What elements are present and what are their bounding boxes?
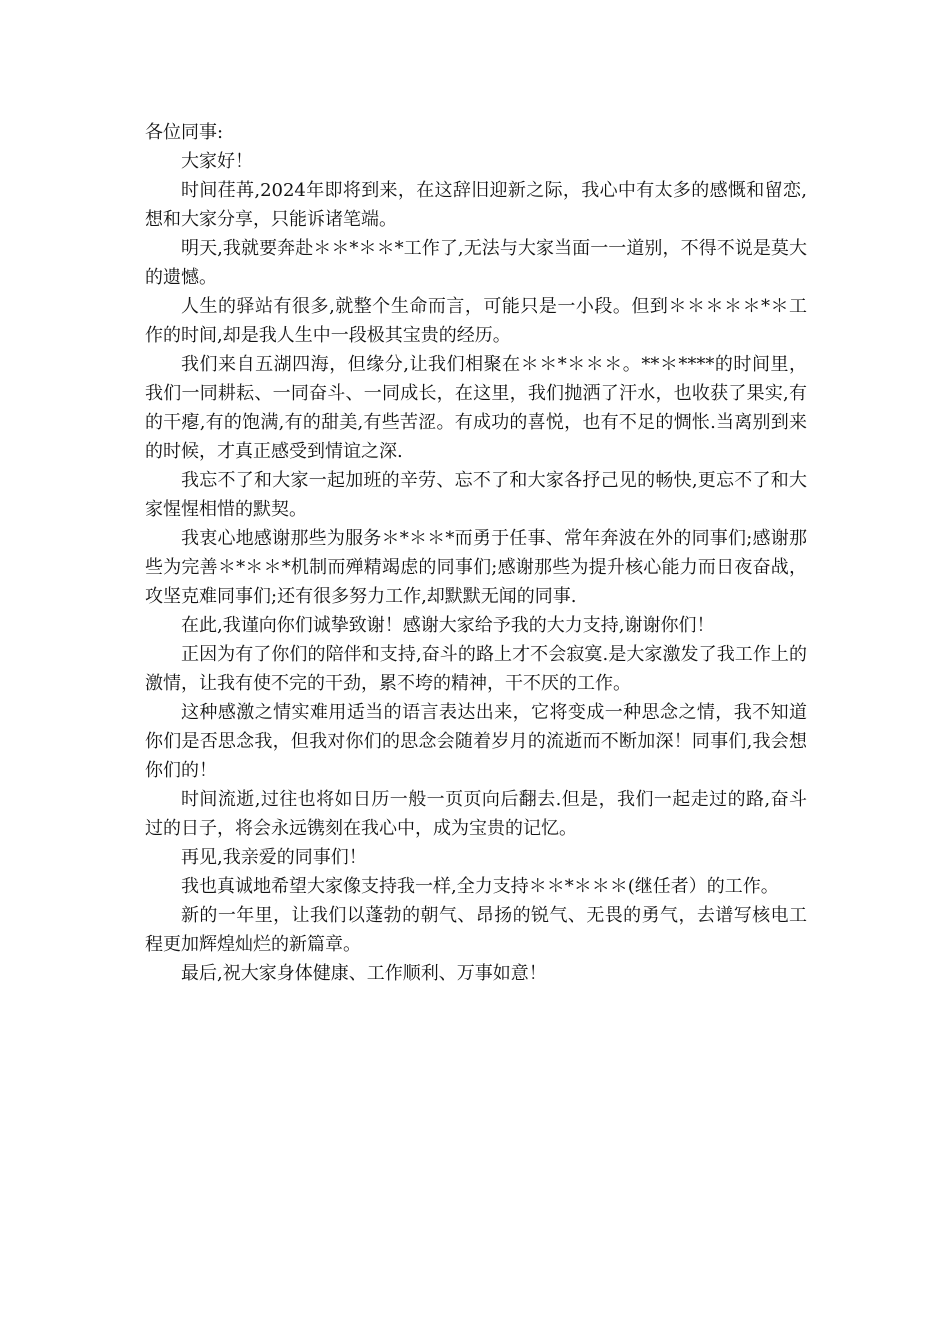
paragraph: 在此,我谨向你们诚挚致谢！感谢大家给予我的大力支持,谢谢你们！: [181, 615, 715, 636]
paragraph: 正因为有了你们的陪伴和支持,奋斗的路上才不会寂寞.是大家激发了我工作上的激情，让我有使不完的干劲，累不垮的精神，干不厌的工作。: [145, 644, 807, 694]
paragraph: 新的一年里，让我们以蓬勃的朝气、昂扬的锐气、无畏的勇气，去谱写核电工程更加辉煌灿烂的新篇章。: [145, 905, 807, 955]
paragraph: 这种感激之情实难用适当的语言表达出来，它将变成一种思念之情，我不知道你们是否思念我，但我对你们的思念会随着岁月的流逝而不断加深！同事们,我会想你们的！: [145, 702, 807, 781]
paragraph: 我忘不了和大家一起加班的辛劳、忘不了和大家各抒己见的畅快,更忘不了和大家惺惺相惜的默契。: [145, 470, 807, 520]
paragraph-greeting: 大家好！: [181, 151, 253, 172]
paragraph: 时间流逝,过往也将如日历一般一页页向后翻去.但是，我们一起走过的路,奋斗过的日子，将会永远镌刻在我心中，成为宝贵的记忆。: [145, 789, 807, 839]
paragraph: 我衷心地感谢那些为服务＊*＊＊*而勇于任事、常年奔波在外的同事们;感谢那些为完善＊*＊＊*机制而殚精竭虑的同事们;感谢那些为提升核心能力而日夜奋战，攻坚克难同事们;还有很多努力工作,却默默无闻的同事.: [145, 528, 807, 607]
letter-body: [145, 118, 807, 988]
paragraph: 人生的驿站有很多,就整个生命而言，可能只是一小段。但到＊＊＊＊＊*＊工作的时间,却是我人生中一段极其宝贵的经历。: [145, 296, 807, 346]
paragraph-closing: 最后,祝大家身体健康、工作顺利、万事如意！: [181, 963, 547, 984]
salutation: 各位同事:: [145, 122, 224, 143]
paragraph: 明天,我就要奔赴＊＊*＊＊*工作了,无法与大家当面一一道别，不得不说是莫大的遗憾。: [145, 238, 807, 288]
paragraph: 再见,我亲爱的同事们！: [181, 847, 367, 868]
paragraph: 时间荏苒,2024年即将到来，在这辞旧迎新之际，我心中有太多的感慨和留恋,想和大家分享，只能诉诸笔端。: [145, 180, 807, 230]
paragraph: 我们来自五湖四海，但缘分,让我们相聚在＊＊*＊＊＊。**＊****的时间里，我们一同耕耘、一同奋斗、一同成长，在这里，我们抛洒了汗水，也收获了果实,有的干瘪,有的饱满,有的甜美,有些苦涩。有成功的喜悦，也有不足的惆怅.当离别到来的时候，才真正感受到情谊之深.: [145, 354, 807, 462]
paragraph: 我也真诚地希望大家像支持我一样,全力支持＊＊*＊＊＊(继任者）的工作。: [181, 876, 779, 897]
